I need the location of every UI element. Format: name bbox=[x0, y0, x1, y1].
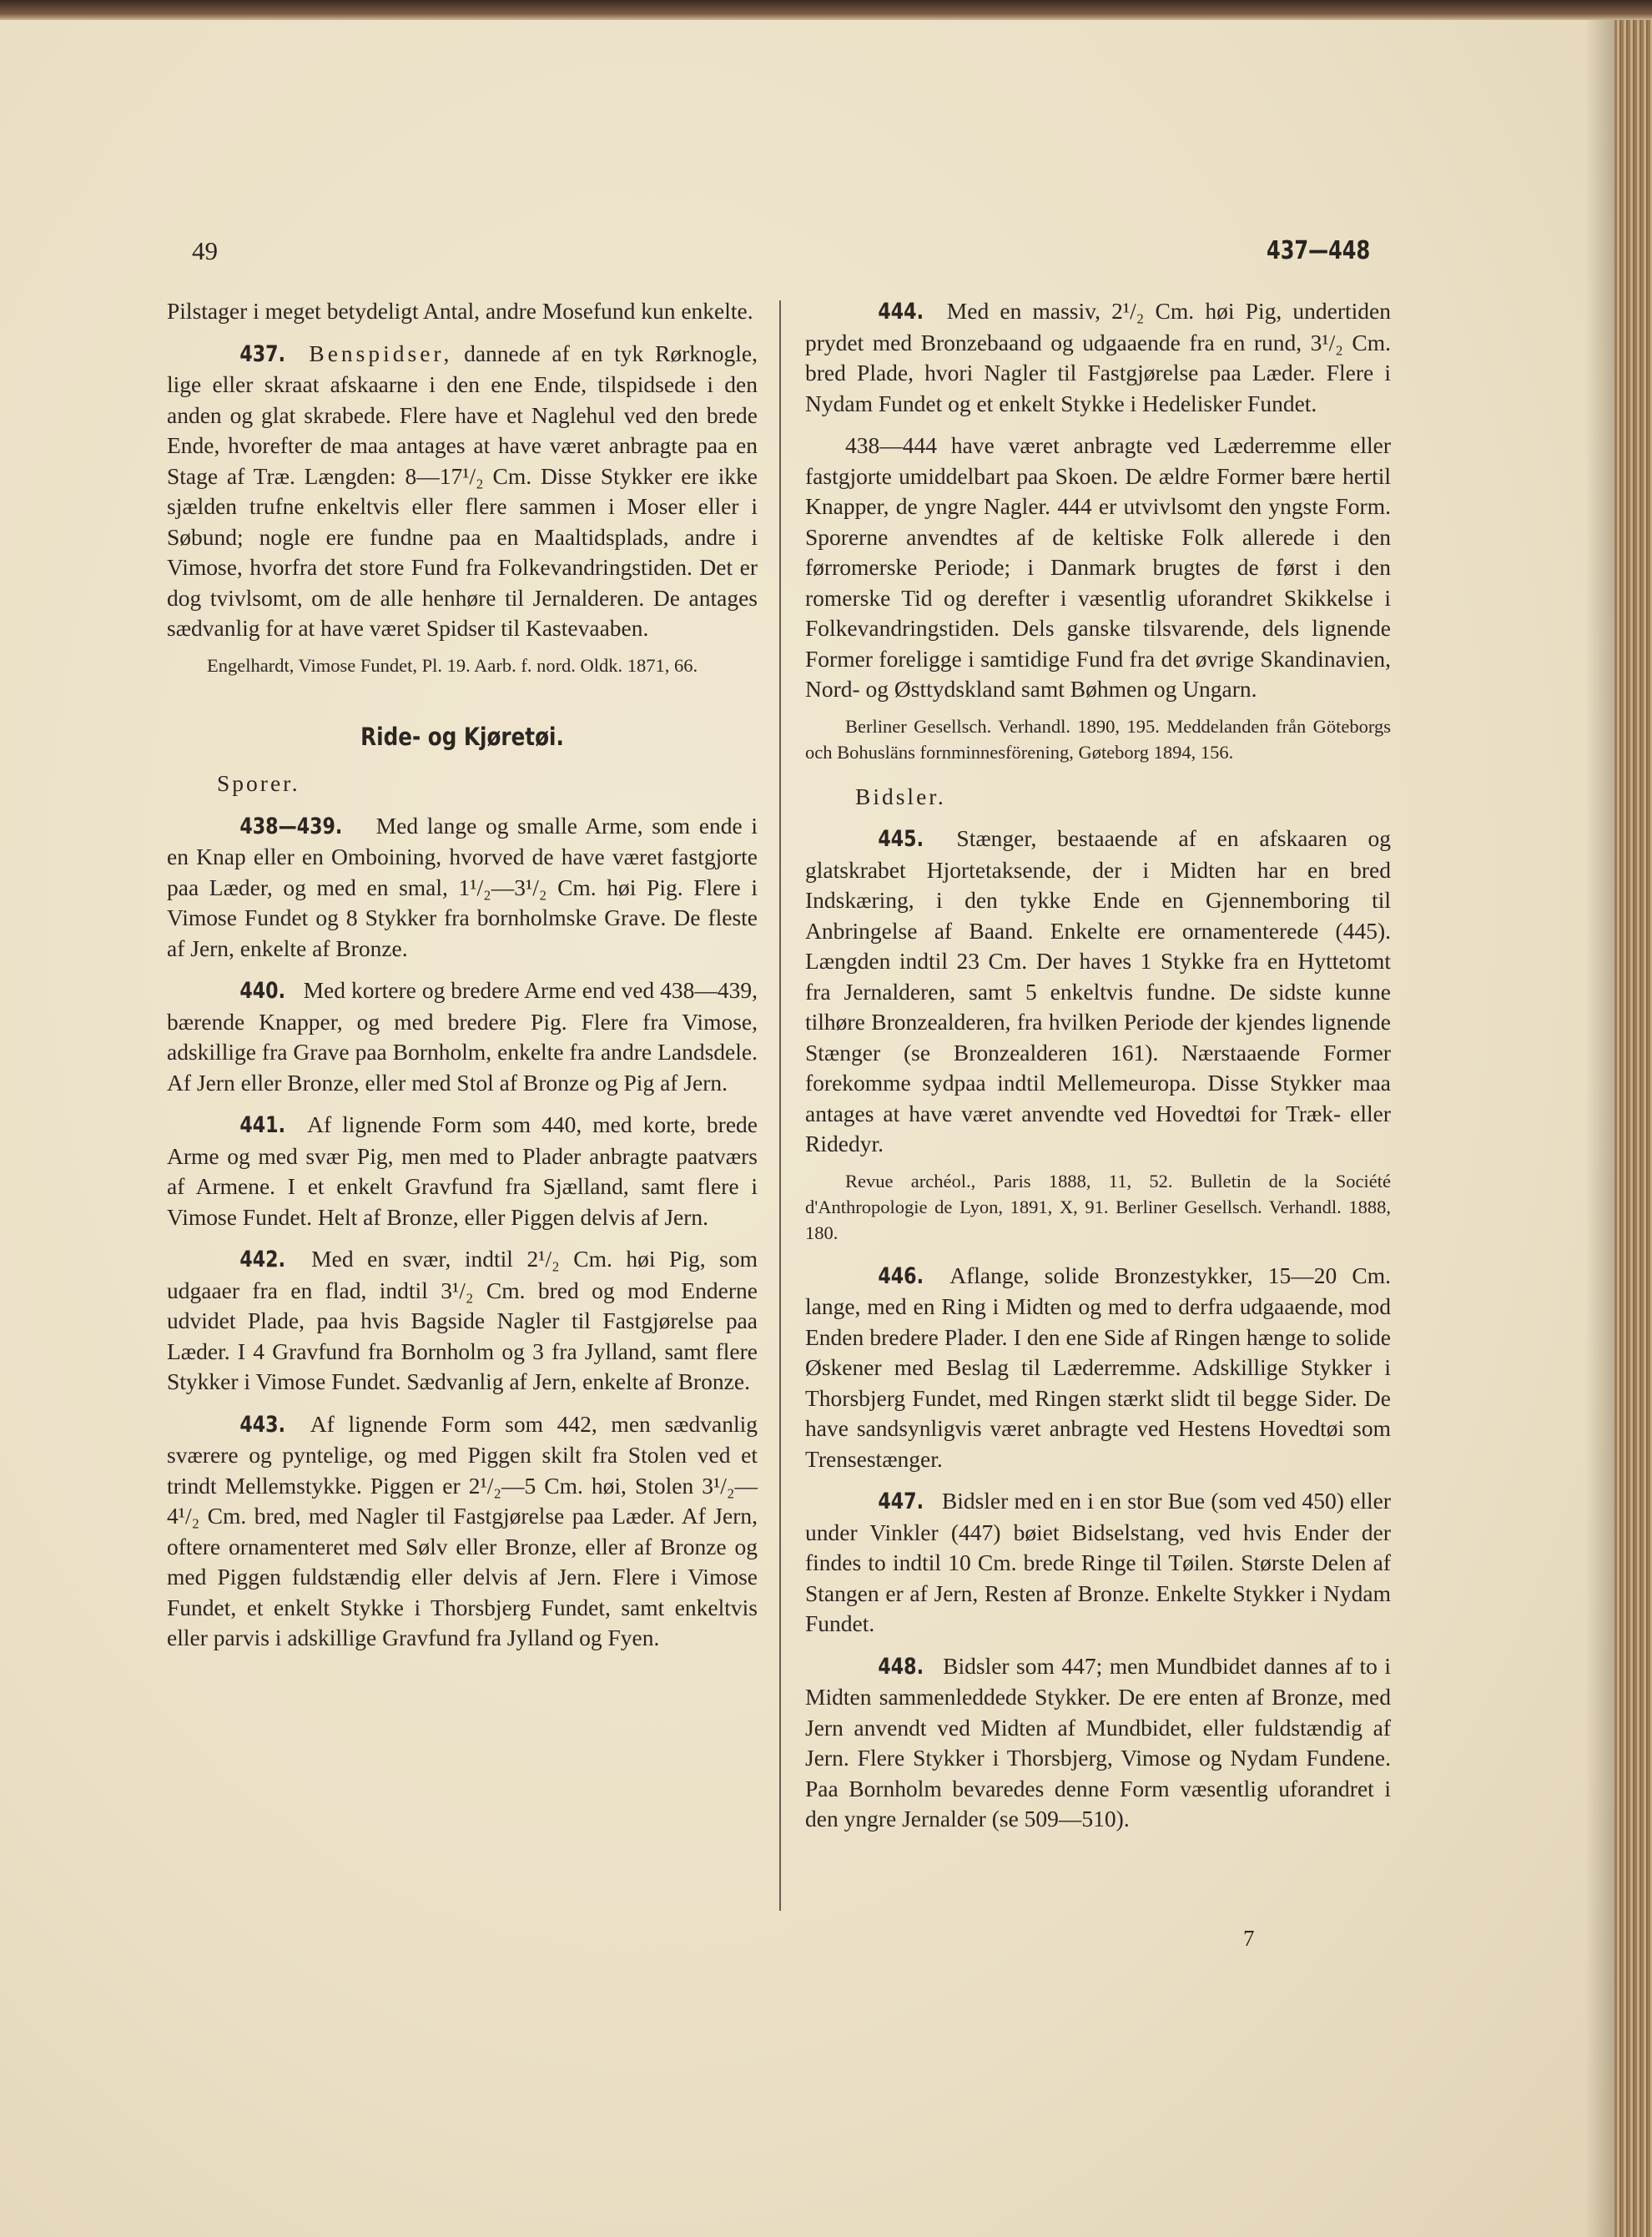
subsection-heading-sporer: Sporer. bbox=[217, 770, 300, 796]
signature-mark: 7 bbox=[1243, 1926, 1255, 1951]
entry-text: Med en massiv, 2¹/₂ Cm. høi Pig, undertiden prydet med Bronzebaand og udgaaende fra en rund, 3¹/₂ Cm. bred Plade, hvori Nagler til Fastgjørelse paa Læder. Flere i Nydam Fundet og et enkelt Stykke i Hedelisker Fundet. bbox=[805, 298, 1391, 416]
entry-number: 438—439. bbox=[239, 813, 343, 839]
entry-text: Af lignende Form som 442, men sædvanlig sværere og pyntelige, og med Piggen skilt fra Stolen ved et trindt Mellemstykke. Piggen er 2¹/₂—5 Cm. høi, Stolen 3¹/₂—4¹/₂ Cm. bred, med Nagler til Fastgjørelse paa Læder. Af Jern, oftere ornamenteret med Sølv eller Bronze, eller af Bronze og med Piggen fuldstændig eller delvis af Jern. Flere i Vimose Fundet, et enkelt Stykke i Thorsbjerg Fundet, samt enkeltvis eller parvis i adskillige Gravfund fra Jylland og Fyen. bbox=[167, 1410, 758, 1650]
entry-text: Bidsler som 447; men Mundbidet dannes af to i Midten sammenleddede Stykker. De ere enten af Bronze, med Jern anvendt ved Midten af Mundbidet, eller fuldstændig af Jern. Flere Stykker i Thorsbjerg, Vimose og Nydam Fundene. Paa Bornholm bevaredes denne Form væsentlig uforandret i den yngre Jernalder (se 509—510). bbox=[805, 1652, 1391, 1831]
entry-number: 443. bbox=[239, 1411, 285, 1438]
entry-number: 448. bbox=[878, 1653, 924, 1680]
entry-number: 446. bbox=[878, 1262, 924, 1289]
entry-number: 445. bbox=[878, 826, 924, 852]
entry-text: dannede af en tyk Rørknogle, lige eller skraat afskaarne i den ene Ende, tilspidsede i den anden og glat skrabede. Flere have et Naglehul ved den brede Ende, hvorefter de maa antages at have været anbragte paa en Stage af Træ. Længden: 8—17¹/₂ Cm. Disse Stykker ere ikke sjælden trufne enkeltvis eller flere sammen i Moser eller i Søbund; nogle ere fundne paa en Maaltidsplads, andre i Vimose, hvorfra det store Fund fra Folkevandringstiden. Det er dog tvivlsomt, om de alle henhøre til Jernalderen. De antages sædvanlig for at have været Spidser til Kastevaaben. bbox=[167, 340, 758, 641]
entry-text: Stænger, bestaaende af en afskaaren og glatskrabet Hjortetaksende, der i Midten har en bred Indskæring, i den tykke Ende en Gjennemboring til Anbringelse af Baand. Enkelte ere ornamenterede (445). Længden indtil 23 Cm. Der haves 1 Stykke fra en Hyttetomt fra Jernalderen, samt 5 enkeltvis fundne. De sidste kunne tilhøre Bronzealderen, fra hvilken Periode der kjendes lignende Stænger (se Bronzealderen 161). Nærstaaende Former forekomme sydpaa indtil Mellemeuropa. Disse Stykker maa antages at have været anvendte ved Hovedtøi for Træk- eller Ridedyr. bbox=[805, 825, 1391, 1156]
entry-text: Bidsler med en i en stor Bue (som ved 450) eller under Vinkler (447) bøiet Bidselstang, ved hvis Ender der findes to indtil 10 Cm. brede Ringe til Tøilen. Største Delen af Stangen er af Jern, Resten af Bronze. Enkelte Stykker i Nydam Fundet. bbox=[805, 1488, 1391, 1636]
entry-444 bbox=[805, 296, 1391, 419]
entry-number: 442. bbox=[239, 1247, 285, 1272]
entry-number: 444. bbox=[878, 299, 924, 325]
entry-text: Aflange, solide Bronzestykker, 15—20 Cm. lange, med en Ring i Midten og med to derfra udgaaende, mod Enden bredere Plader. I den ene Side af Ringen hænge to solide Øskener med Beslag til Læderremme. Adskillige Stykker i Thorsbjerg Fundet, med Ringen stærkt slidt til begge Sider. De have sandsynligvis været anbragte ved Hestens Hovedtøi som Trensestænger. bbox=[805, 1262, 1391, 1472]
entry-442 bbox=[167, 1244, 758, 1398]
entry-445 bbox=[805, 824, 1391, 1160]
right-column bbox=[805, 296, 1391, 1847]
column-divider bbox=[779, 300, 781, 1911]
entry-text: Med kortere og bredere Arme end ved 438—439, bærende Knapper, og med bredere Pig. Flere fra Vimose, adskillige fra Grave paa Bornholm, enkelte fra andre Landsdele. Af Jern eller Bronze, eller med Stol af Bronze og Pig af Jern. bbox=[167, 977, 758, 1096]
entry-text: Af lignende Form som 440, med korte, brede Arme og med svær Pig, men med to Plader anbragte paatværs af Armene. I et enkelt Gravfund fra Sjælland, samt flere i Vimose Fundet. Helt af Bronze, eller Piggen delvis af Jern. bbox=[167, 1111, 758, 1230]
reference-437: Engelhardt, Vimose Fundet, Pl. 19. Aarb. f. nord. Oldk. 1871, 66. bbox=[207, 654, 698, 676]
entry-title: Benspidser, bbox=[309, 340, 453, 366]
running-header bbox=[0, 236, 1614, 278]
entry-446 bbox=[805, 1261, 1391, 1475]
entry-number: 447. bbox=[878, 1489, 924, 1514]
entry-438-439 bbox=[167, 811, 758, 965]
entry-443 bbox=[167, 1409, 758, 1654]
subsection-heading-bidsler: Bidsler. bbox=[855, 783, 946, 809]
entry-number: 437. bbox=[239, 340, 285, 367]
entry-437 bbox=[167, 339, 758, 644]
entry-text: Med en svær, indtil 2¹/₂ Cm. høi Pig, som udgaaer fra en flad, indtil 3¹/₂ Cm. bred og mod Enderne udvidet Plade, paa hvis Bagside Nagler til Fastgjørelse paa Læder. I 4 Gravfund fra Bornholm og 3 fra Jylland, samt flere Stykker i Vimose Fundet. Sædvanlig af Jern, enkelte af Bronze. bbox=[167, 1246, 758, 1394]
section-heading: Ride- og Kjøretøi. bbox=[360, 722, 564, 751]
left-column bbox=[167, 296, 758, 1665]
reference-444: Berliner Gesellsch. Verhandl. 1890, 195. Meddelanden från Göteborgs och Bohusläns fornminnesförening, Gøteborg 1894, 156. bbox=[805, 715, 1391, 763]
page-gutter-shadow bbox=[1585, 20, 1614, 2237]
entry-range: 437—448 bbox=[1267, 236, 1371, 265]
reference-445: Revue archéol., Paris 1888, 11, 52. Bulletin de la Société d'Anthropologie de Lyon, 1891, X, 91. Berliner Gesellsch. Verhandl. 1888, 180. bbox=[805, 1170, 1391, 1243]
intro-paragraph: Pilstager i meget betydeligt Antal, andre Mosefund kun enkelte. bbox=[167, 298, 753, 324]
entry-text: Med lange og smalle Arme, som ende i en Knap eller en Omboining, hvorved de have været fastgjorte paa Læder, og med en smal, 1¹/₂—3¹/₂ Cm. høi Pig. Flere i Vimose Fundet og 8 Stykker fra bornholmske Grave. De fleste af Jern, enkelte af Bronze. bbox=[167, 812, 758, 961]
entry-number: 440. bbox=[239, 978, 285, 1004]
page-number: 49 bbox=[192, 236, 218, 265]
entry-447 bbox=[805, 1486, 1391, 1640]
entry-440 bbox=[167, 975, 758, 1098]
entry-441 bbox=[167, 1110, 758, 1232]
entry-448 bbox=[805, 1651, 1391, 1835]
entry-number: 441. bbox=[239, 1112, 285, 1138]
page-stack-edge bbox=[1614, 0, 1652, 2237]
book-top-edge bbox=[0, 0, 1652, 20]
commentary-438-444: 438—444 have været anbragte ved Læderremme eller fastgjorte umiddelbart paa Skoen. De ældre Former bære hertil Knapper, de yngre Nagler. 444 er utvivlsomt den yngste Form. Sporerne anvendtes af de keltiske Folk allerede i den førromerske Periode; i Danmark brugtes de først i den romerske Tid og derefter i væsentlig uforandret Skikkelse i Folkevandringstiden. Dels ganske tilsvarende, dels lignende Former foreligge i samtidige Fund fra det øvrige Skandinavien, Nord- og Østtydskland samt Bøhmen og Ungarn. bbox=[805, 432, 1391, 702]
